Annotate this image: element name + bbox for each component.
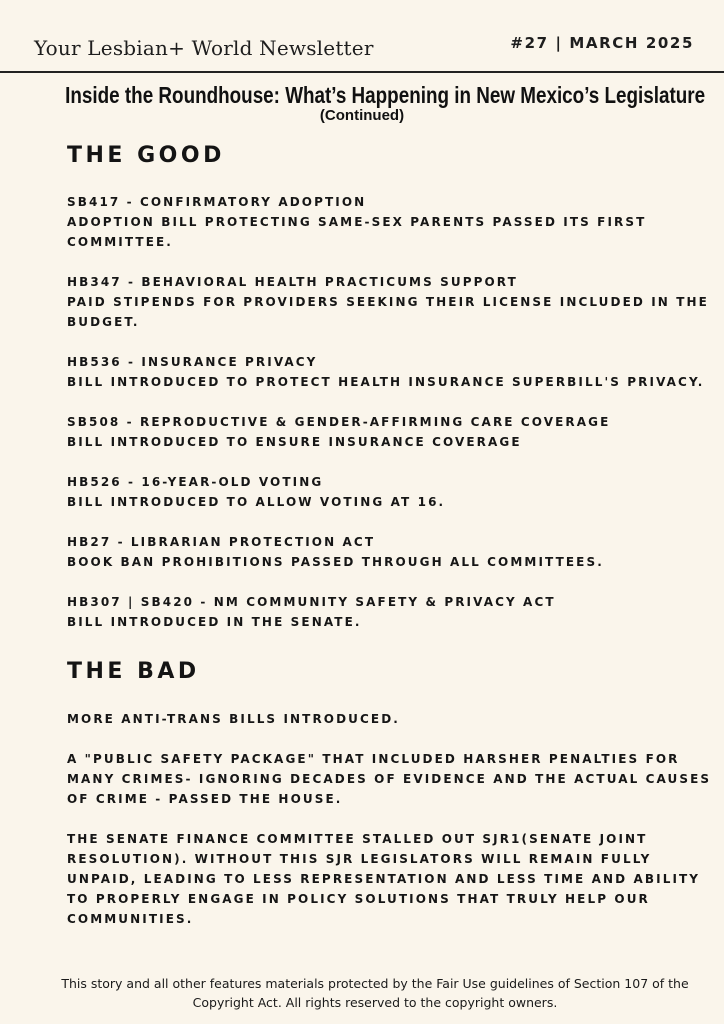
section-title-good: THE GOOD [67, 143, 225, 168]
item-text: BILL INTRODUCED TO PROTECT HEALTH INSURANCE SUPERBILL'S PRIVACY. [67, 375, 705, 389]
item-text: COMMUNITIES. [67, 912, 194, 926]
list-item [67, 412, 707, 452]
item-title: HB526 - 16-YEAR-OLD VOTING [67, 475, 324, 489]
item-text: BILL INTRODUCED TO ALLOW VOTING AT 16. [67, 495, 446, 509]
issue-date: #27 | MARCH 2025 [510, 34, 694, 52]
item-text: BOOK BAN PROHIBITIONS PASSED THROUGH ALL COMMITTEES. [67, 555, 604, 569]
list-item [67, 272, 707, 332]
item-text: A "PUBLIC SAFETY PACKAGE" THAT INCLUDED HARSHER PENALTIES FOR [67, 752, 680, 766]
list-item [67, 592, 707, 632]
item-text: UNPAID, LEADING TO LESS REPRESENTATION AND LESS TIME AND ABILITY [67, 872, 701, 886]
bad-items-list [67, 709, 712, 949]
item-title: HB307 | SB420 - NM COMMUNITY SAFETY & PRIVACY ACT [67, 595, 556, 609]
item-text: PAID STIPENDS FOR PROVIDERS SEEKING THEIR LICENSE INCLUDED IN THE [67, 295, 709, 309]
good-items-list [67, 192, 707, 652]
newsletter-masthead: Your Lesbian+ World Newsletter [34, 36, 374, 60]
footer-line: Copyright Act. All rights reserved to the copyright owners. [192, 995, 558, 1010]
item-text: BUDGET. [67, 315, 140, 329]
item-title: HB27 - LIBRARIAN PROTECTION ACT [67, 535, 376, 549]
item-title: HB536 - INSURANCE PRIVACY [67, 355, 318, 369]
list-item [67, 749, 712, 809]
item-title: SB508 - REPRODUCTIVE & GENDER-AFFIRMING CARE COVERAGE [67, 415, 611, 429]
list-item [67, 192, 707, 252]
list-item [67, 472, 707, 512]
item-text: OF CRIME - PASSED THE HOUSE. [67, 792, 343, 806]
list-item [67, 829, 707, 929]
item-text: MORE ANTI-TRANS BILLS INTRODUCED. [67, 712, 400, 726]
item-title: HB347 - BEHAVIORAL HEALTH PRACTICUMS SUPPORT [67, 275, 518, 289]
item-text: MANY CRIMES- IGNORING DECADES OF EVIDENCE AND THE ACTUAL CAUSES [67, 772, 712, 786]
list-item [67, 709, 707, 729]
item-text: RESOLUTION). WITHOUT THIS SJR LEGISLATORS WILL REMAIN FULLY [67, 852, 652, 866]
item-text: TO PROPERLY ENGAGE IN POLICY SOLUTIONS THAT TRULY HELP OUR [67, 892, 650, 906]
header-divider [0, 71, 724, 73]
item-text: BILL INTRODUCED TO ENSURE INSURANCE COVERAGE [67, 435, 522, 449]
item-text: BILL INTRODUCED IN THE SENATE. [67, 615, 362, 629]
list-item [67, 352, 707, 392]
item-text: ADOPTION BILL PROTECTING SAME-SEX PARENTS PASSED ITS FIRST [67, 215, 647, 229]
item-title: SB417 - CONFIRMATORY ADOPTION [67, 195, 367, 209]
copyright-footer [40, 974, 710, 1012]
article-subhead: (Continued) [319, 107, 405, 124]
list-item [67, 532, 707, 572]
item-text: COMMITTEE. [67, 235, 173, 249]
item-text: THE SENATE FINANCE COMMITTEE STALLED OUT SJR1(SENATE JOINT [67, 832, 648, 846]
footer-line: This story and all other features materials protected by the Fair Use guidelines of Section 107 of the [61, 976, 689, 991]
section-title-bad: THE BAD [67, 659, 200, 684]
article-headline: Inside the Roundhouse: What’s Happening in New Mexico’s Legislature [65, 82, 706, 108]
